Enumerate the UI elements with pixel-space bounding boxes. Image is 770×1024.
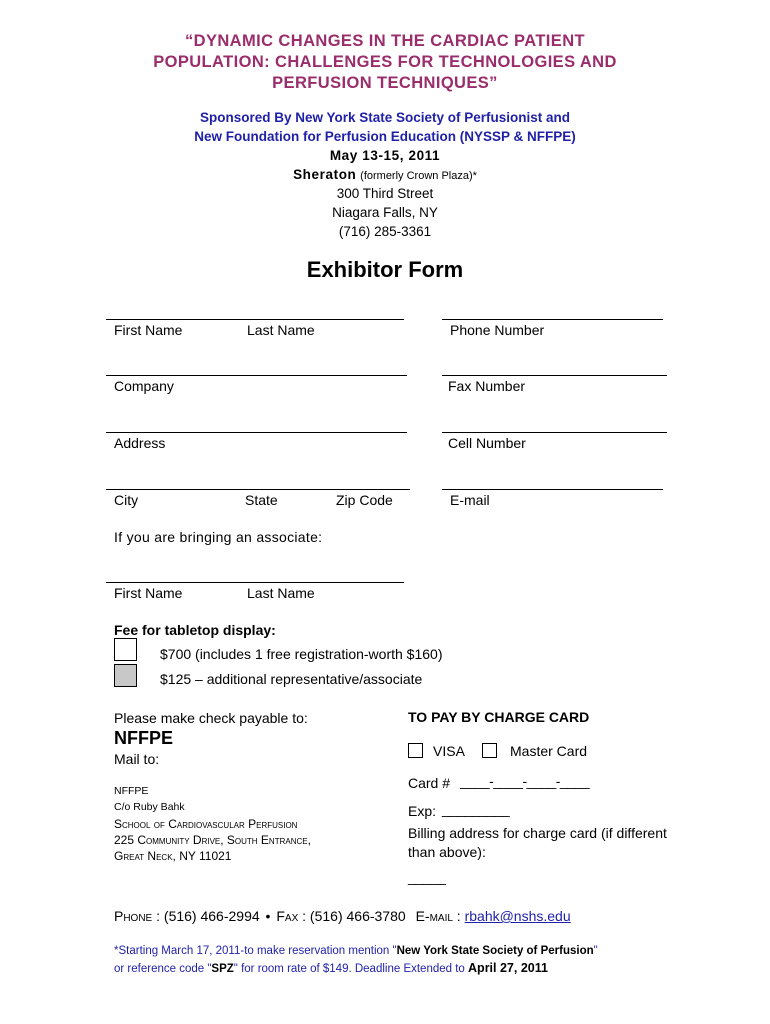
footnote-deadline: April 27, 2011 [468,961,548,975]
city-state-zip-input-line[interactable] [106,489,410,490]
phone-input-line[interactable] [442,319,663,320]
mastercard-checkbox[interactable] [482,743,497,758]
address-line-1: NFFPE [114,785,149,797]
hotel-phone: (716) 285-3361 [338,224,432,239]
footnote-text-2c: " for room rate of $149. Deadline Extended to [233,963,469,975]
cell-number-label: Cell Number [448,435,526,451]
hotel-city: Niagara Falls, NY [332,205,438,220]
exp-label: Exp: [408,803,437,819]
charge-card-heading: TO PAY BY CHARGE CARD [408,709,590,725]
fee-heading: Fee for tabletop display: [114,622,276,638]
exp-input[interactable]: _________ [442,801,510,817]
address-line-5: Great Neck, NY 11021 [114,849,232,863]
sponsor-line-2: New Foundation for Perfusion Education (NYSSP & NFFPE) [194,129,576,144]
payee-name: NFFPE [114,728,174,748]
title-line-1: “DYNAMIC CHANGES IN THE CARDIAC PATIENT [185,32,585,50]
fee-125-checkbox[interactable] [114,664,137,687]
mastercard-label: Master Card [510,743,588,759]
footnote-text-1a: *Starting March 17, 2011-to make reservation mention " [114,945,397,957]
sponsor-line-1: Sponsored By New York State Society of Perfusionist and [199,110,571,125]
billing-line-1: Billing address for charge card (if different [408,825,667,841]
associate-prompt: If you are bringing an associate: [114,529,323,545]
city-label: City [114,492,139,508]
footnote-line-2 [114,960,548,977]
contact-phone: : (516) 466-2994 [156,908,260,924]
email-contact-label: E-mail [415,908,453,924]
email-separator: : [456,908,461,924]
first-name-label: First Name [114,322,183,338]
email-label: E-mail [450,492,490,508]
billing-line-2: than above): [408,844,486,860]
footnote-code: SPZ [211,963,234,975]
zip-code-label: Zip Code [336,492,393,508]
hotel-street: 300 Third Street [336,186,434,201]
card-number-label: Card # [408,775,451,791]
form-title: Exhibitor Form [306,257,464,282]
contact-line [114,908,571,924]
associate-name-input-line[interactable] [106,582,404,583]
title-line-2: POPULATION: CHALLENGES FOR TECHNOLOGIES AND [153,53,617,71]
footnote-text-1c: " [593,945,598,957]
last-name-label: Last Name [247,322,315,338]
fax-number-label: Fax Number [448,378,526,394]
fee-700-checkbox[interactable] [114,638,137,661]
bullet-separator: • [265,908,271,924]
company-input-line[interactable] [106,375,407,376]
cell-input-line[interactable] [442,432,667,433]
email-input-line[interactable] [442,489,663,490]
associate-first-name-label: First Name [114,585,183,601]
title-line-3: PERFUSION TECHNIQUES” [272,74,498,92]
fee-125-label: $125 – additional representative/associate [160,671,423,687]
footnote-society-name: New York State Society of Perfusion [396,945,594,957]
event-dates: May 13-15, 2011 [329,148,441,163]
mail-to-label: Mail to: [114,751,160,767]
address-line-4: 225 Community Drive, South Entrance, [114,833,311,847]
fax-label: Fax [276,908,299,924]
state-label: State [245,492,278,508]
hotel-name: Sheraton (formerly Crown Plaza)* [293,167,477,182]
visa-checkbox[interactable] [408,743,423,758]
contact-email-link[interactable]: rbahk@nshs.edu [464,908,571,924]
address-line-3: School of Cardiovascular Perfusion [114,817,298,831]
address-line-2: C/o Ruby Bahk [114,801,185,813]
visa-label: VISA [433,743,465,759]
payable-to-label: Please make check payable to: [114,710,308,726]
footnote-line-1 [114,943,598,959]
card-number-input[interactable]: ____-____-____-____ [460,773,590,789]
fax-input-line[interactable] [442,375,667,376]
contact-fax: : (516) 466-3780 [302,908,406,924]
billing-address-input[interactable]: _____ [408,869,446,885]
fee-700-label: $700 (includes 1 free registration-worth $160) [160,646,443,662]
name-input-line[interactable] [106,319,404,320]
address-label: Address [114,435,166,451]
phone-label: Phone [114,908,153,924]
hotel-note: (formerly Crown Plaza)* [360,170,477,182]
company-label: Company [114,378,174,394]
associate-last-name-label: Last Name [247,585,315,601]
address-input-line[interactable] [106,432,407,433]
phone-number-label: Phone Number [450,322,545,338]
footnote-text-2a: or reference code " [114,963,212,975]
